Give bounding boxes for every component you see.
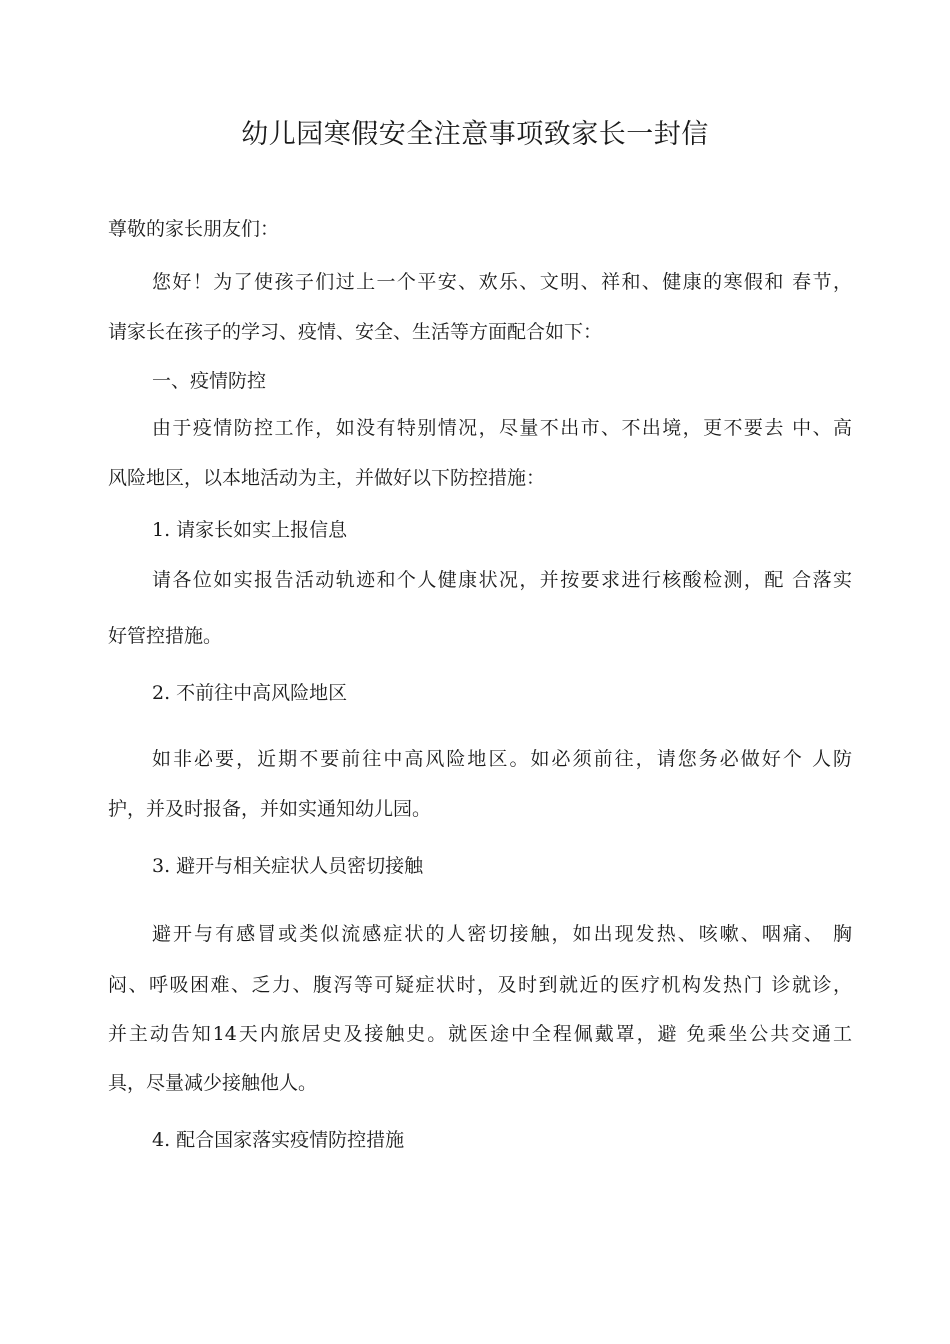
- intro-line-1: 您好！为了使孩子们过上一个平安、欢乐、文明、祥和、健康的寒假和 春节，: [152, 271, 852, 293]
- item-3-line-1: 避开与有感冒或类似流感症状的人密切接触，如出现发热、咳嗽、咽痛、 胸: [152, 923, 852, 945]
- item-3-line-4: 具，尽量减少接触他人。: [108, 1072, 318, 1094]
- section-1-heading: 一、疫情防控: [152, 370, 267, 392]
- intro-line-2: 请家长在孩子的学习、疫情、安全、生活等方面配合如下：: [108, 321, 603, 343]
- item-2-line-2: 护，并及时报备，并如实通知幼儿园。: [108, 798, 432, 820]
- item-3-line-2: 闷、呼吸困难、乏力、腹泻等可疑症状时，及时到就近的医疗机构发热门 诊就诊，: [108, 974, 852, 996]
- salutation: 尊敬的家长朋友们：: [108, 218, 280, 240]
- item-1-line-2: 好管控措施。: [108, 625, 223, 647]
- item-4-heading: 4. 配合国家落实疫情防控措施: [152, 1129, 405, 1151]
- item-2-line-1: 如非必要，近期不要前往中高风险地区。如必须前往，请您务必做好个 人防: [152, 748, 852, 770]
- section-1-line-2: 风险地区，以本地活动为主，并做好以下防控措施：: [108, 467, 546, 489]
- item-3-heading: 3. 避开与相关症状人员密切接触: [152, 855, 424, 877]
- section-1-line-1: 由于疫情防控工作，如没有特别情况，尽量不出市、不出境，更不要去 中、高: [152, 417, 852, 439]
- page-title: 幼儿园寒假安全注意事项致家长一封信: [241, 119, 709, 150]
- item-3-line-3: 并主动告知14天内旅居史及接触史。就医途中全程佩戴罩，避 免乘坐公共交通工: [108, 1023, 852, 1045]
- item-1-line-1: 请各位如实报告活动轨迹和个人健康状况，并按要求进行核酸检测，配 合落实: [152, 569, 852, 591]
- item-1-heading: 1. 请家长如实上报信息: [152, 519, 348, 541]
- item-2-heading: 2. 不前往中高风险地区: [152, 682, 348, 704]
